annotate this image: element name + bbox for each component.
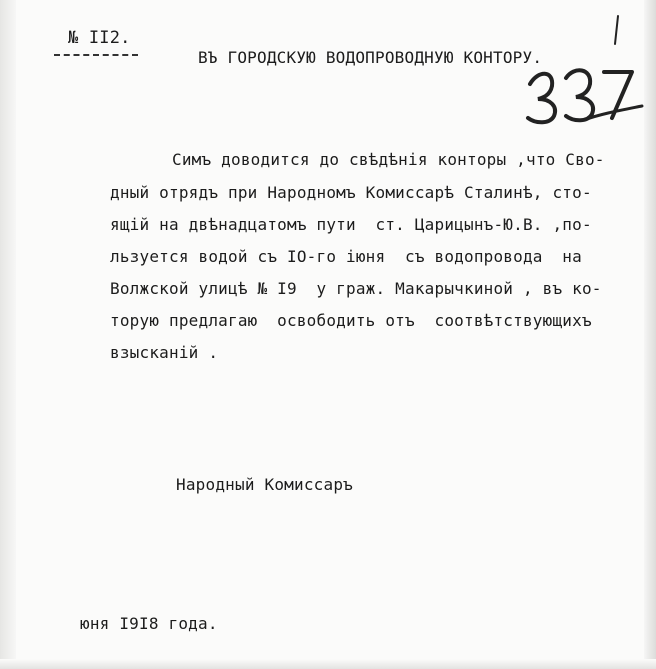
document-number: № II2. (68, 28, 131, 48)
handwritten-registry-number (520, 56, 646, 126)
addressee-heading: ВЪ ГОРОДСКУЮ ВОДОПРОВОДНУЮ КОНТОРУ. (198, 48, 543, 67)
body-text-line: льзуется водой съ IO-го іюня съ водопровода на (110, 247, 582, 266)
scan-edge-bottom (0, 659, 656, 669)
body-text-line: Волжской улицѣ № I9 у граж. Макарычкиной , въ ко- (110, 279, 602, 298)
corner-mark (606, 14, 624, 46)
document-date: юня I9I8 года. (80, 614, 218, 633)
body-text-line: торую предлагаю освободить отъ соотвѣтствующихъ (110, 311, 592, 330)
body-text-line: Симъ доводится до свѣдѣнія конторы ,что Сво- (172, 150, 605, 169)
signer-title: Народный Комиссаръ (176, 475, 353, 494)
scan-edge-left (0, 0, 16, 669)
document-number-underline (54, 54, 138, 56)
body-text-line: дный отрядъ при Народномъ Комиссарѣ Сталинѣ, сто- (110, 183, 592, 202)
body-text-line: ящій на двѣнадцатомъ пути ст. Царицынъ-Ю.В. ,по- (110, 215, 592, 234)
body-text-line: взысканій . (110, 343, 219, 362)
